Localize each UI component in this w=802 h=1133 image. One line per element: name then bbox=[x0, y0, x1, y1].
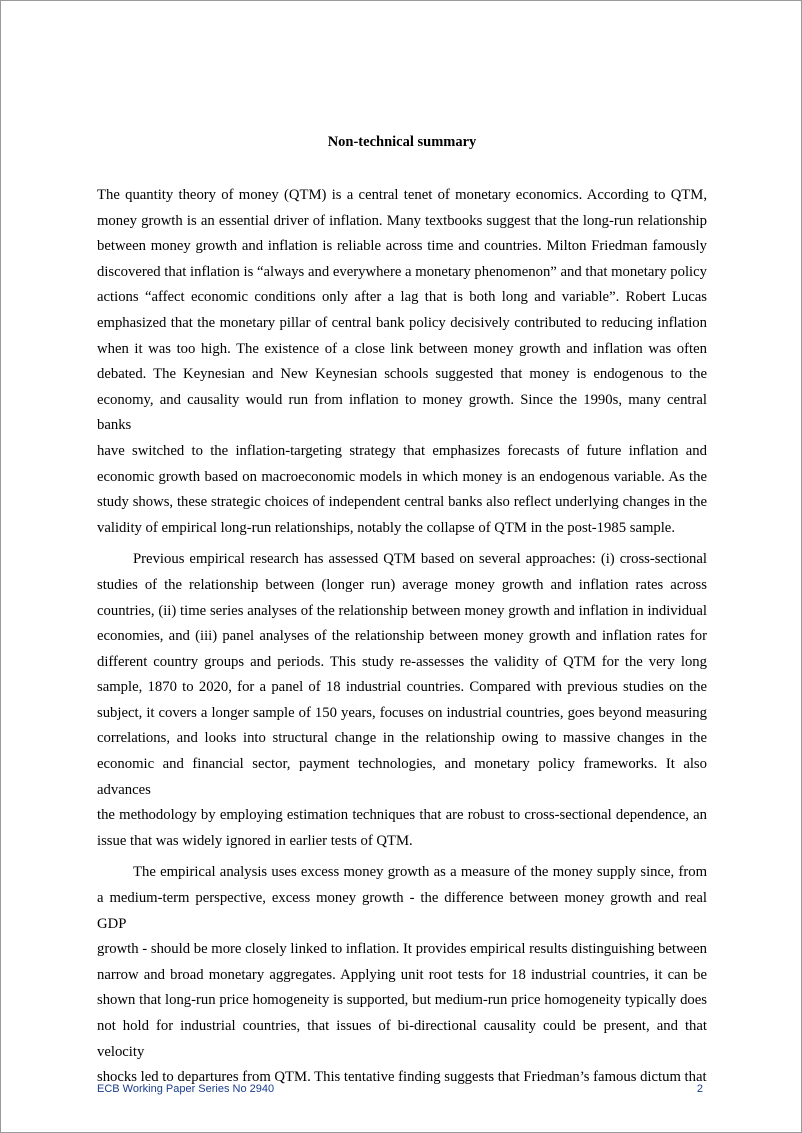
text-line: emphasized that the monetary pillar of central bank policy decisively contributed to reducing inflation bbox=[97, 314, 707, 331]
text-line: when it was too high. The existence of a close link between money growth and inflation was often bbox=[97, 340, 707, 357]
text-line: shown that long-run price homogeneity is supported, but medium-run price homogeneity typically does bbox=[97, 992, 707, 1009]
text-line: shocks led to departures from QTM. This tentative finding suggests that Friedman’s famous dictum that bbox=[97, 1069, 707, 1086]
text-line: economies, and (iii) panel analyses of the relationship between money growth and inflation rates for bbox=[97, 628, 707, 645]
text-line: subject, it covers a longer sample of 150 years, focuses on industrial countries, goes beyond measuring bbox=[97, 704, 707, 721]
text-line: not hold for industrial countries, that issues of bi-directional causality could be present, and that velocity bbox=[97, 1018, 707, 1060]
body-text bbox=[97, 183, 707, 1097]
text-line: countries, (ii) time series analyses of the relationship between money growth and inflation in individual bbox=[97, 602, 707, 619]
text-line: study shows, these strategic choices of independent central banks also reflect underlying changes in the bbox=[97, 494, 707, 511]
text-line: actions “affect economic conditions only after a lag that is both long and variable”. Robert Lucas bbox=[97, 289, 707, 306]
text-line: economic growth based on macroeconomic models in which money is an endogenous variable. As the bbox=[97, 468, 707, 485]
text-line: money growth is an essential driver of inflation. Many textbooks suggest that the long-run relationship bbox=[97, 212, 707, 229]
text-line: between money growth and inflation is reliable across time and countries. Milton Friedman famously bbox=[97, 238, 707, 255]
text-line: correlations, and looks into structural change in the relationship owing to massive changes in the bbox=[97, 730, 707, 747]
text-line: issue that was widely ignored in earlier tests of QTM. bbox=[97, 832, 413, 849]
text-line: a medium-term perspective, excess money growth - the difference between money growth and real GDP bbox=[97, 890, 707, 932]
text-line: narrow and broad monetary aggregates. Applying unit root tests for 18 industrial countries, it can be bbox=[97, 966, 707, 983]
footer-series: ECB Working Paper Series No 2940 bbox=[97, 1083, 275, 1095]
text-line: debated. The Keynesian and New Keynesian schools suggested that money is endogenous to the bbox=[97, 366, 707, 383]
paragraph-3 bbox=[97, 860, 707, 1090]
paragraph-2 bbox=[97, 547, 707, 854]
text-line: validity of empirical long-run relationships, notably the collapse of QTM in the post-1985 sample. bbox=[97, 519, 675, 536]
text-line: studies of the relationship between (longer run) average money growth and inflation rates across bbox=[97, 576, 707, 593]
text-line: have switched to the inflation-targeting strategy that emphasizes forecasts of future inflation and bbox=[97, 442, 707, 459]
text-line: economic and financial sector, payment technologies, and monetary policy frameworks. It also advances bbox=[97, 756, 707, 798]
text-line: Previous empirical research has assessed QTM based on several approaches: (i) cross-sectional bbox=[133, 551, 707, 568]
text-line: sample, 1870 to 2020, for a panel of 18 industrial countries. Compared with previous studies on the bbox=[97, 679, 707, 696]
text-line: The quantity theory of money (QTM) is a central tenet of monetary economics. According to QTM, bbox=[97, 187, 707, 203]
text-line: The empirical analysis uses excess money growth as a measure of the money supply since, from bbox=[133, 864, 707, 881]
text-line: economy, and causality would run from inflation to money growth. Since the 1990s, many central banks bbox=[97, 391, 707, 434]
paragraph-1 bbox=[97, 183, 707, 541]
footer-page-number: 2 bbox=[696, 1083, 703, 1095]
text-line: discovered that inflation is “always and everywhere a monetary phenomenon” and that monetary policy bbox=[97, 263, 707, 280]
text-line: growth - should be more closely linked to inflation. It provides empirical results distinguishing between bbox=[97, 941, 707, 958]
text-line: different country groups and periods. This study re-assesses the validity of QTM for the very long bbox=[97, 653, 707, 670]
text-line: the methodology by employing estimation techniques that are robust to cross-sectional dependence, an bbox=[97, 807, 707, 824]
section-heading: Non-technical summary bbox=[327, 134, 477, 150]
